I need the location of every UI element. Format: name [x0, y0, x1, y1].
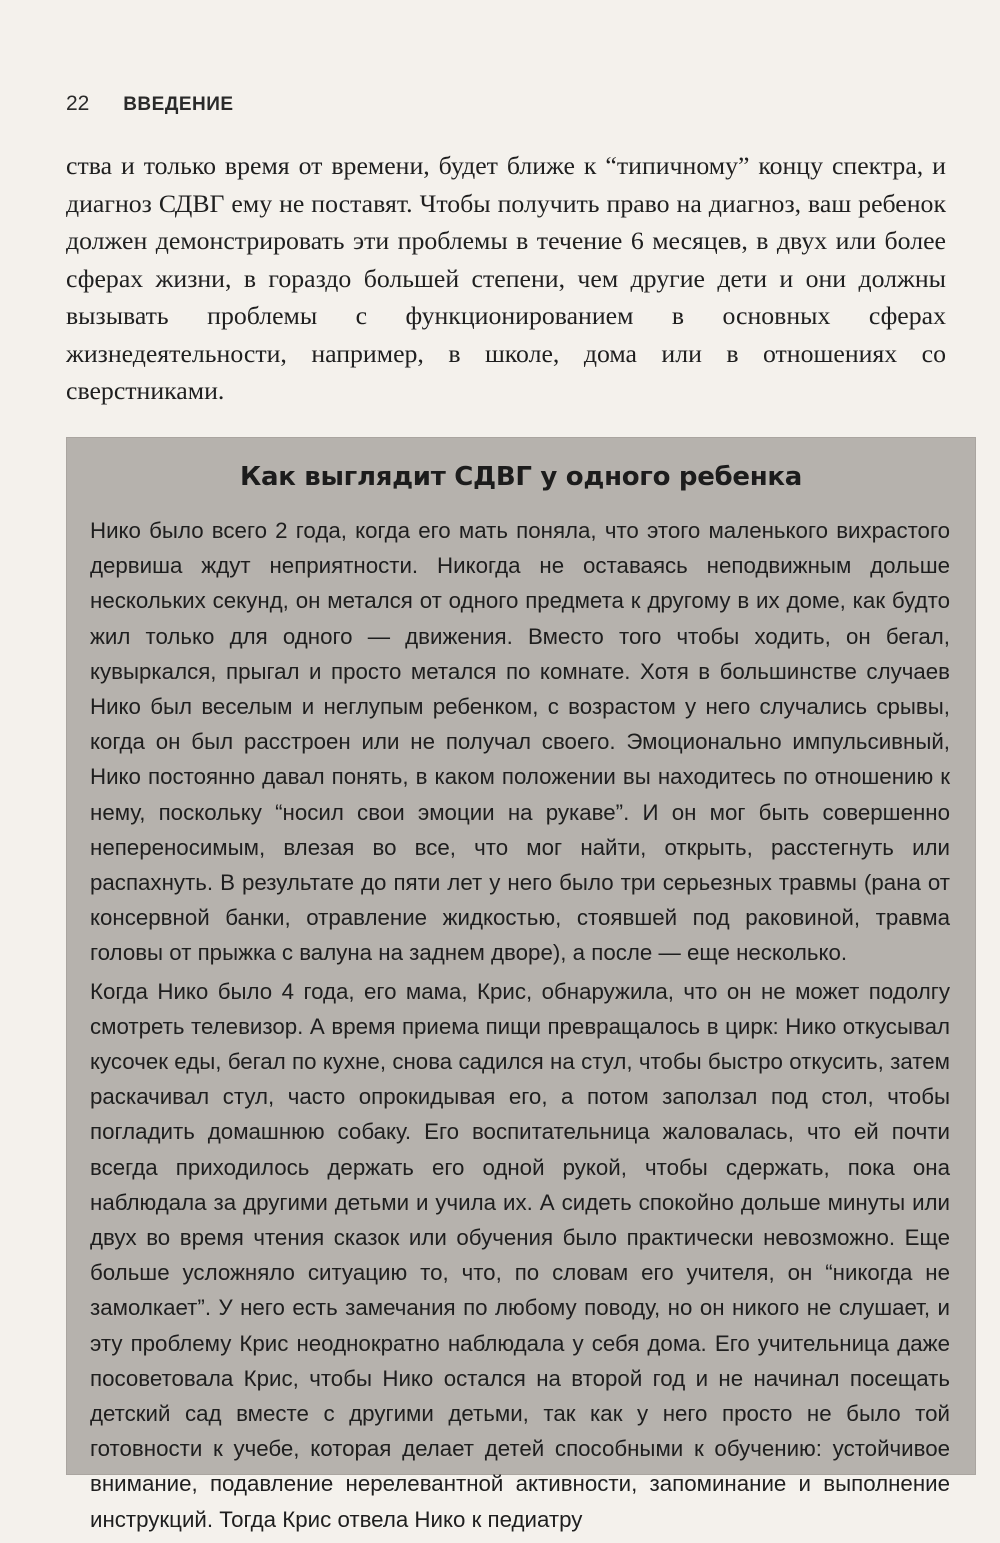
page-number: 22	[66, 92, 90, 115]
box-paragraph: Когда Нико было 4 года, его мама, Крис, обнаружила, что он не может подолгу смотреть телевизор. А время приема пищи превращалось в цирк: Нико откусывал кусочек еды, бегал по кухне, снова садился на стул, чтобы быстро откусить, затем раскачивал стул, часто опрокидывая его, а потом заползал под стол, чтобы погладить домашнюю собаку. Его воспитательница жаловалась, что ей почти всегда приходилось держать его одной рукой, чтобы сдержать, пока она наблюдала за другими детьми и учила их. А сидеть спокойно дольше минуты или двух во время чтения сказок или обучения было практически невозможно. Еще больше усложняло ситуацию то, что, по словам его учителя, он “никогда не замолкает”. У него есть замечания по любому поводу, но он никого не слушает, и эту проблему Крис неоднократно наблюдала у себя дома. Его учительница даже посоветовала Крис, чтобы Нико остался на второй год и не начинал посещать детский сад вместе с другими детьми, так как у него просто не было той готовности к учебе, которая делает детей способными к обучению: устойчивое внимание, подавление нерелевантной активности, запоминание и выполнение инструкций. Тогда Крис отвела Нико к педиатру	[90, 978, 950, 1532]
case-study-box	[66, 437, 976, 1532]
box-paragraph: Нико было всего 2 года, когда его мать поняла, что этого маленького вихрастого дервиша ждут неприятности. Никогда не оставаясь неподвижным дольше нескольких секунд, он метался от одного предмета к другому в их доме, как будто жил только для одного — движения. Вместо того чтобы ходить, он бегал, кувыркался, прыгал и просто метался по комнате. Хотя в большинстве случаев Нико был веселым и неглупым ребенком, с возрастом у него случались срывы, когда он был расстроен или не получал своего. Эмоционально импульсивный, Нико постоянно давал понять, в каком положении вы находитесь по отношению к нему, поскольку “носил свои эмоции на рукаве”. И он мог быть совершенно непереносимым, влезая во все, что мог найти, открыть, расстегнуть или распахнуть. В результате до пяти лет у него было три серьезных травмы (рана от консервной банки, отравление жидкостью, стоявшей под раковиной, травма головы от прыжка с валуна на заднем дворе), а после — еще несколько.	[90, 518, 950, 966]
box-body	[90, 513, 950, 1540]
box-title: Как выглядит СДВГ у одного ребенка	[240, 462, 802, 492]
intro-paragraph	[66, 147, 946, 410]
section-title: ВВЕДЕНИЕ	[123, 94, 234, 115]
intro-text: ства и только время от времени, будет ближе к “типичному” концу спектра, и диагноз СДВГ ему не поставят. Чтобы получить право на диагноз, ваш ребенок должен демонстрировать эти проблемы в течение 6 месяцев, в двух или более сферах жизни, в гораздо большей степени, чем другие дети и они должны вызывать проблемы с функционированием в основных сферах жизнедеятельности, например, в школе, дома или в отношениях со сверстниками.	[66, 151, 946, 405]
running-header	[66, 92, 234, 116]
